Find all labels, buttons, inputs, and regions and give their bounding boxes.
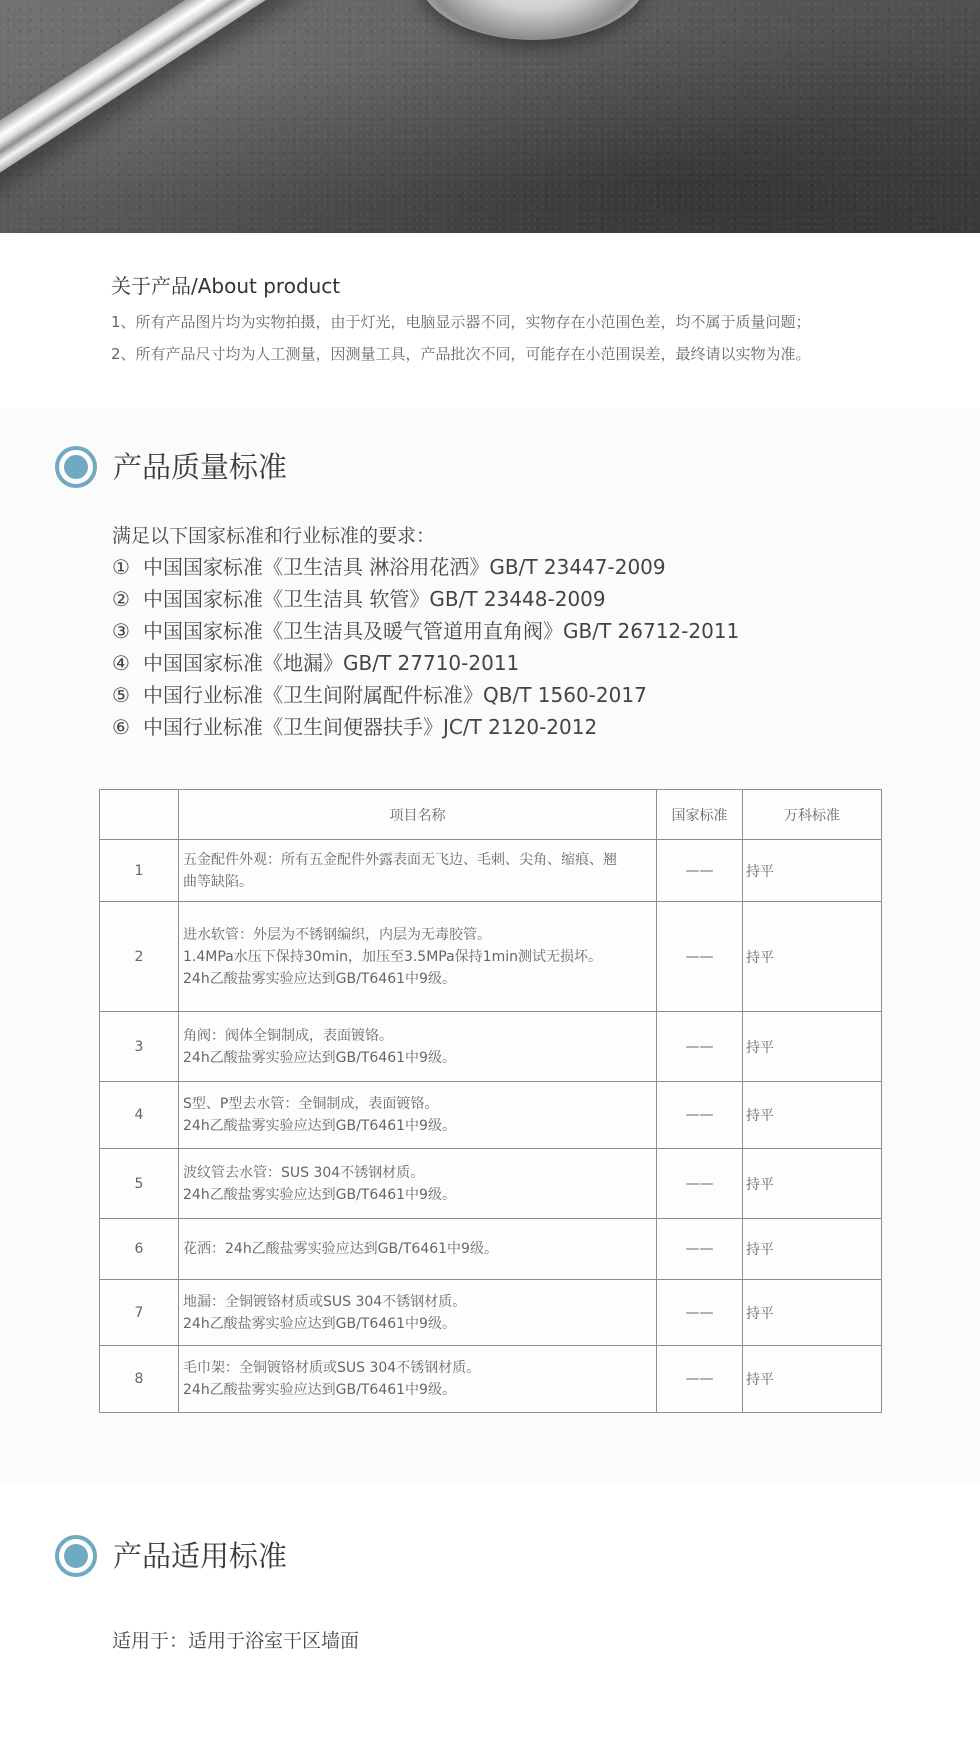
standard-item: ① 中国国家标准《卫生洁具 淋浴用花洒》GB/T 23447-2009 bbox=[112, 555, 666, 579]
row-item: 花洒：24h乙酸盐雾实验应达到GB/T6461中9级。 bbox=[179, 1219, 657, 1280]
apply-section-title: 产品适用标准 bbox=[113, 1539, 288, 1573]
row-index: 2 bbox=[100, 902, 179, 1012]
table-header-row bbox=[100, 790, 882, 840]
row-vanke: 持平 bbox=[743, 840, 882, 902]
apply-description: 适用于：适用于浴室干区墙面 bbox=[112, 1630, 360, 1652]
table-row bbox=[100, 1012, 882, 1082]
row-national: —— bbox=[657, 1082, 743, 1149]
col-header-item: 项目名称 bbox=[179, 790, 657, 840]
about-product bbox=[111, 272, 971, 370]
row-index: 3 bbox=[100, 1012, 179, 1082]
row-national: —— bbox=[657, 1149, 743, 1219]
table-row bbox=[100, 1149, 882, 1219]
col-header-index bbox=[100, 790, 179, 840]
row-national: —— bbox=[657, 1346, 743, 1413]
standards-intro: 满足以下国家标准和行业标准的要求： bbox=[112, 525, 436, 547]
circle-dot-icon bbox=[55, 446, 97, 488]
row-vanke: 持平 bbox=[743, 1149, 882, 1219]
table-row bbox=[100, 1219, 882, 1280]
hero-product-image bbox=[0, 0, 980, 233]
standard-item: ⑤ 中国行业标准《卫生间附属配件标准》QB/T 1560-2017 bbox=[112, 683, 647, 707]
row-index: 5 bbox=[100, 1149, 179, 1219]
about-title: 关于产品/About product bbox=[111, 274, 341, 298]
row-index: 7 bbox=[100, 1280, 179, 1346]
quality-section-title: 产品质量标准 bbox=[113, 450, 288, 484]
row-vanke: 持平 bbox=[743, 1219, 882, 1280]
row-vanke: 持平 bbox=[743, 902, 882, 1012]
row-item: 角阀：阀体全铜制成，表面镀铬。 24h乙酸盐雾实验应达到GB/T6461中9级。 bbox=[179, 1012, 657, 1082]
row-item: S型、P型去水管：全铜制成，表面镀铬。 24h乙酸盐雾实验应达到GB/T6461中9级。 bbox=[179, 1082, 657, 1149]
about-note-1: 1、所有产品图片均为实物拍摄，由于灯光，电脑显示器不同，实物存在小范围色差，均不属于质量问题； bbox=[111, 313, 811, 331]
standard-item: ⑥ 中国行业标准《卫生间便器扶手》JC/T 2120-2012 bbox=[112, 715, 598, 739]
row-vanke: 持平 bbox=[743, 1280, 882, 1346]
row-national: —— bbox=[657, 840, 743, 902]
quality-section-header bbox=[55, 446, 287, 488]
circle-dot-icon bbox=[55, 1535, 97, 1577]
table-row bbox=[100, 840, 882, 902]
quality-standards-section bbox=[0, 408, 980, 1484]
table-row bbox=[100, 1082, 882, 1149]
row-item: 波纹管去水管：SUS 304不锈钢材质。 24h乙酸盐雾实验应达到GB/T6461中9级。 bbox=[179, 1149, 657, 1219]
row-vanke: 持平 bbox=[743, 1346, 882, 1413]
table-row bbox=[100, 1346, 882, 1413]
row-vanke: 持平 bbox=[743, 1082, 882, 1149]
row-index: 1 bbox=[100, 840, 179, 902]
about-note-2: 2、所有产品尺寸均为人工测量，因测量工具，产品批次不同，可能存在小范围误差，最终请以实物为准。 bbox=[111, 345, 811, 363]
col-header-vanke: 万科标准 bbox=[743, 790, 882, 840]
standard-item: ② 中国国家标准《卫生洁具 软管》GB/T 23448-2009 bbox=[112, 587, 606, 611]
quality-table bbox=[99, 789, 882, 1413]
standards-list bbox=[112, 551, 739, 743]
standard-item: ④ 中国国家标准《地漏》GB/T 27710-2011 bbox=[112, 651, 520, 675]
standard-item: ③ 中国国家标准《卫生洁具及暖气管道用直角阀》GB/T 26712-2011 bbox=[112, 619, 740, 643]
table-row bbox=[100, 902, 882, 1012]
row-item: 进水软管：外层为不锈钢编织，内层为无毒胶管。 1.4MPa水压下保持30min，加压至3.5MPa保持1min测试无损坏。 24h乙酸盐雾实验应达到GB/T6461中9级。 bbox=[179, 902, 657, 1012]
row-national: —— bbox=[657, 1280, 743, 1346]
row-national: —— bbox=[657, 902, 743, 1012]
apply-section-header bbox=[55, 1535, 287, 1577]
table-row bbox=[100, 1280, 882, 1346]
row-index: 6 bbox=[100, 1219, 179, 1280]
row-item: 地漏：全铜镀铬材质或SUS 304不锈钢材质。 24h乙酸盐雾实验应达到GB/T6461中9级。 bbox=[179, 1280, 657, 1346]
col-header-national: 国家标准 bbox=[657, 790, 743, 840]
row-item: 毛巾架：全铜镀铬材质或SUS 304不锈钢材质。 24h乙酸盐雾实验应达到GB/T6461中9级。 bbox=[179, 1346, 657, 1413]
row-index: 4 bbox=[100, 1082, 179, 1149]
row-index: 8 bbox=[100, 1346, 179, 1413]
row-national: —— bbox=[657, 1012, 743, 1082]
row-vanke: 持平 bbox=[743, 1012, 882, 1082]
row-item: 五金配件外观：所有五金配件外露表面无飞边、毛刺、尖角、缩痕、翘 曲等缺陷。 bbox=[179, 840, 657, 902]
row-national: —— bbox=[657, 1219, 743, 1280]
